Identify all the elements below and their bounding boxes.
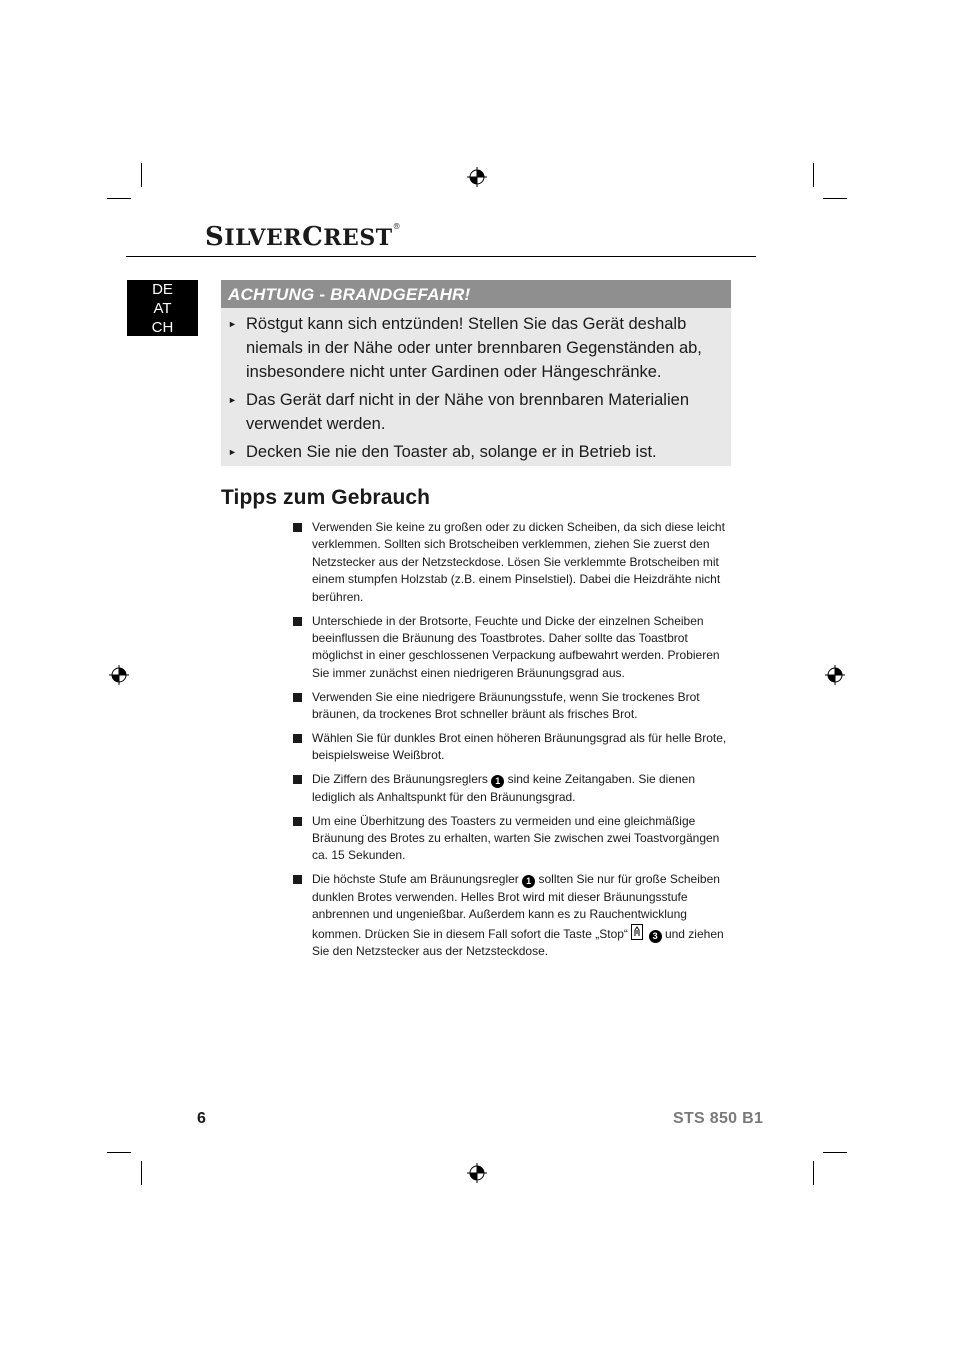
- crop-mark: [813, 163, 814, 187]
- crop-mark: [823, 198, 847, 199]
- model-number: STS 850 B1: [673, 1110, 764, 1127]
- warning-item: ► Röstgut kann sich entzünden! Stellen Sie das Gerät deshalb niemals in der Nähe oder unter brennbaren Gegenständen ab, insbesondere nicht unter Gardinen oder Hängeschränke.: [221, 312, 731, 384]
- crop-mark: [107, 1152, 131, 1153]
- reference-number-badge: 1: [522, 875, 535, 888]
- registration-mark-icon: [467, 1163, 487, 1183]
- tip-item: Um eine Überhitzung des Toasters zu vermeiden und eine gleichmäßige Bräunung des Brotes zu erhalten, warten Sie zwischen zwei Toastvorgängen ca. 15 Sekunden.: [293, 813, 738, 865]
- reference-number-badge: 1: [491, 775, 504, 788]
- crop-mark: [141, 1161, 142, 1185]
- tips-list: [293, 519, 738, 967]
- stop-lever-icon: [631, 924, 643, 940]
- warning-item: ► Decken Sie nie den Toaster ab, solange er in Betrieb ist.: [221, 440, 731, 464]
- square-bullet-icon: [293, 875, 302, 884]
- warning-title: ACHTUNG - BRANDGEFAHR!: [221, 280, 731, 308]
- page-number: 6: [197, 1110, 206, 1127]
- tip-item: Wählen Sie für dunkles Brot einen höheren Bräunungsgrad als für helle Brote, beispielsweise Weißbrot.: [293, 730, 738, 765]
- header-rule: [126, 256, 756, 257]
- crop-mark: [107, 198, 131, 199]
- brand-logo: SILVERCREST®: [205, 222, 402, 252]
- tip-item: Verwenden Sie keine zu großen oder zu dicken Scheiben, da sich diese leicht verklemmen. Sollten sich Brotscheiben verklemmen, ziehen Sie zuerst den Netzstecker aus der Netzsteckdose. Lösen Sie verklemmte Brotscheiben mit einem stumpfen Holzstab (z.B. einem Pinselstiel). Dabei die Heizdrähte nicht berühren.: [293, 519, 738, 606]
- section-title: Tipps zum Gebrauch: [221, 486, 431, 509]
- warning-list: [221, 308, 731, 464]
- arrow-bullet-icon: ►: [228, 319, 237, 329]
- square-bullet-icon: [293, 817, 302, 826]
- language-code: AT: [153, 300, 172, 317]
- square-bullet-icon: [293, 734, 302, 743]
- registration-mark-icon: [467, 167, 487, 187]
- square-bullet-icon: [293, 617, 302, 626]
- language-code: DE: [152, 281, 173, 298]
- tip-item: Die höchste Stufe am Bräunungsregler 1 sollten Sie nur für große Scheiben dunklen Brotes verwenden. Helles Brot wird mit dieser Bräunungsstufe anbrennen und ungenießbar. Außerdem kann es zu Rauchentwicklung kommen. Drücken Sie in diesem Fall sofort die Taste „Stop“ 3 und ziehen Sie den Netzstecker aus der Netzsteckdose.: [293, 871, 738, 960]
- registration-mark-icon: [825, 665, 845, 685]
- registration-mark-icon: [109, 665, 129, 685]
- warning-item: ► Das Gerät darf nicht in der Nähe von brennbaren Materialien verwendet werden.: [221, 388, 731, 436]
- language-tab: [127, 280, 198, 336]
- reference-number-badge: 3: [649, 930, 662, 943]
- tip-item: Verwenden Sie eine niedrigere Bräunungsstufe, wenn Sie trockenes Brot bräunen, da trockenes Brot schneller bräunt als frisches Brot.: [293, 689, 738, 724]
- square-bullet-icon: [293, 523, 302, 532]
- square-bullet-icon: [293, 775, 302, 784]
- arrow-bullet-icon: ►: [228, 447, 237, 457]
- arrow-bullet-icon: ►: [228, 395, 237, 405]
- tip-item: Unterschiede in der Brotsorte, Feuchte und Dicke der einzelnen Scheiben beeinflussen die Bräunung des Toastbrotes. Daher sollte das Toastbrot möglichst in einer geschlossenen Verpackung aufbewahrt werden. Probieren Sie immer zunächst einen niedrigeren Bräunungsgrad aus.: [293, 613, 738, 683]
- crop-mark: [813, 1161, 814, 1185]
- language-code: CH: [151, 319, 174, 336]
- crop-mark: [141, 163, 142, 187]
- warning-box: [221, 280, 731, 466]
- square-bullet-icon: [293, 693, 302, 702]
- tip-item: Die Ziffern des Bräunungsreglers 1 sind keine Zeitangaben. Sie dienen lediglich als Anhaltspunkt für den Bräunungsgrad.: [293, 771, 738, 806]
- crop-mark: [823, 1152, 847, 1153]
